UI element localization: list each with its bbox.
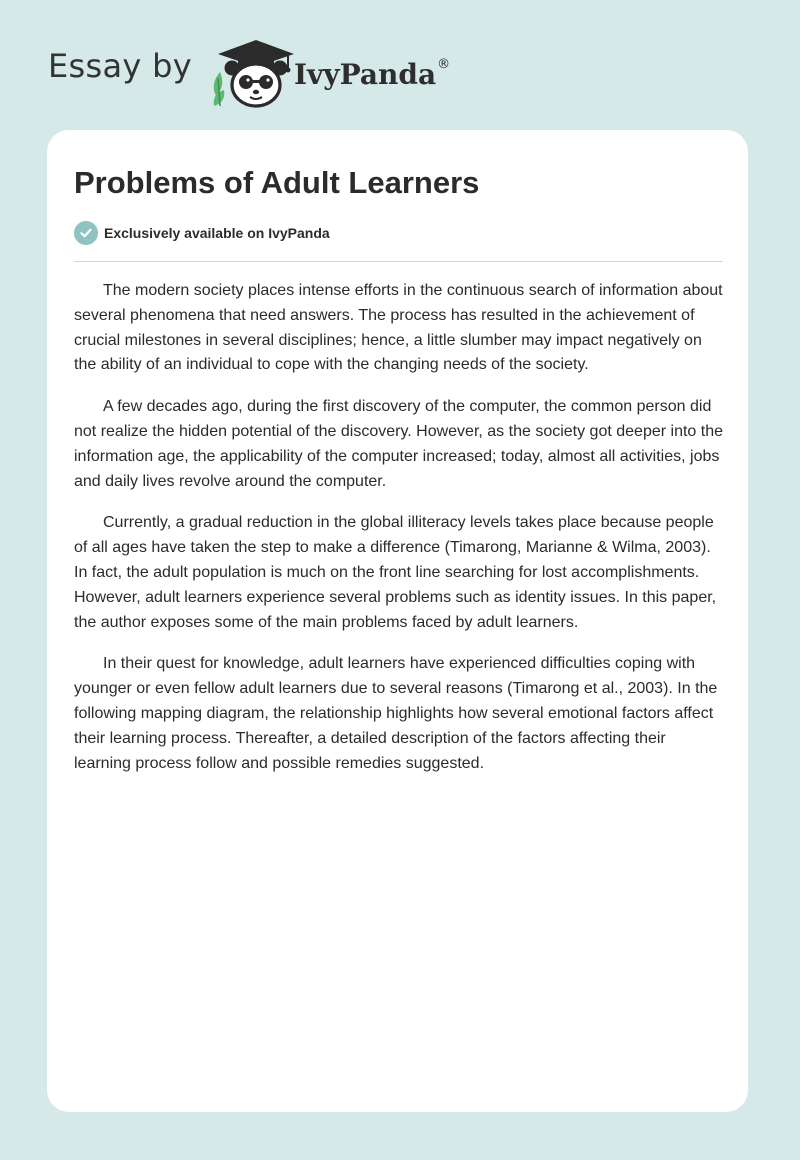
essay-card: [47, 130, 748, 1112]
page-title: Problems of Adult Learners: [74, 165, 480, 200]
title-divider: [74, 261, 723, 262]
paragraph: A few decades ago, during the first discovery of the computer, the common person did not realize the hidden potential of the discovery. However, as the society got deeper into the information age, the applicability of the computer increased; today, almost all activities, jobs and daily lives revolve around the computer.: [74, 398, 723, 490]
exclusive-badge-text: Exclusively available on IvyPanda: [104, 225, 330, 241]
paragraph: In their quest for knowledge, adult learners have experienced difficulties coping with younger or even fellow adult learners due to several reasons (Timarong et al., 2003). In the following mapping diagram, the relationship highlights how several emotional factors affect their learning process. Thereafter, a detailed description of the factors affecting their learning process follow and possible remedies suggested.: [74, 655, 718, 772]
panda-graduate-logo-icon[interactable]: [204, 34, 296, 110]
paragraph: Currently, a gradual reduction in the global illiteracy levels takes place because people of all ages have taken the step to make a difference (Timarong, Marianne & Wilma, 2003). In fact, the adult population is much on the front line searching for lost accomplishments. However, adult learners experience several problems such as identity issues. In this paper, the author exposes some of the main problems faced by adult learners.: [74, 514, 717, 631]
paragraph: The modern society places intense efforts in the continuous search of information about several phenomena that need answers. The process has resulted in the achievement of crucial milestones in several disciplines; hence, a little slumber may impact negatively on the ability of an individual to cope with the changing needs of the society.: [74, 282, 723, 374]
registered-mark: ®: [437, 56, 451, 72]
exclusive-badge: [74, 221, 330, 245]
brand-prefix: Essay by: [48, 47, 192, 85]
essay-body: [74, 279, 726, 793]
check-circle-icon: [74, 221, 98, 245]
brand-header: [48, 34, 450, 110]
brand-name: IvyPanda: [293, 57, 437, 91]
